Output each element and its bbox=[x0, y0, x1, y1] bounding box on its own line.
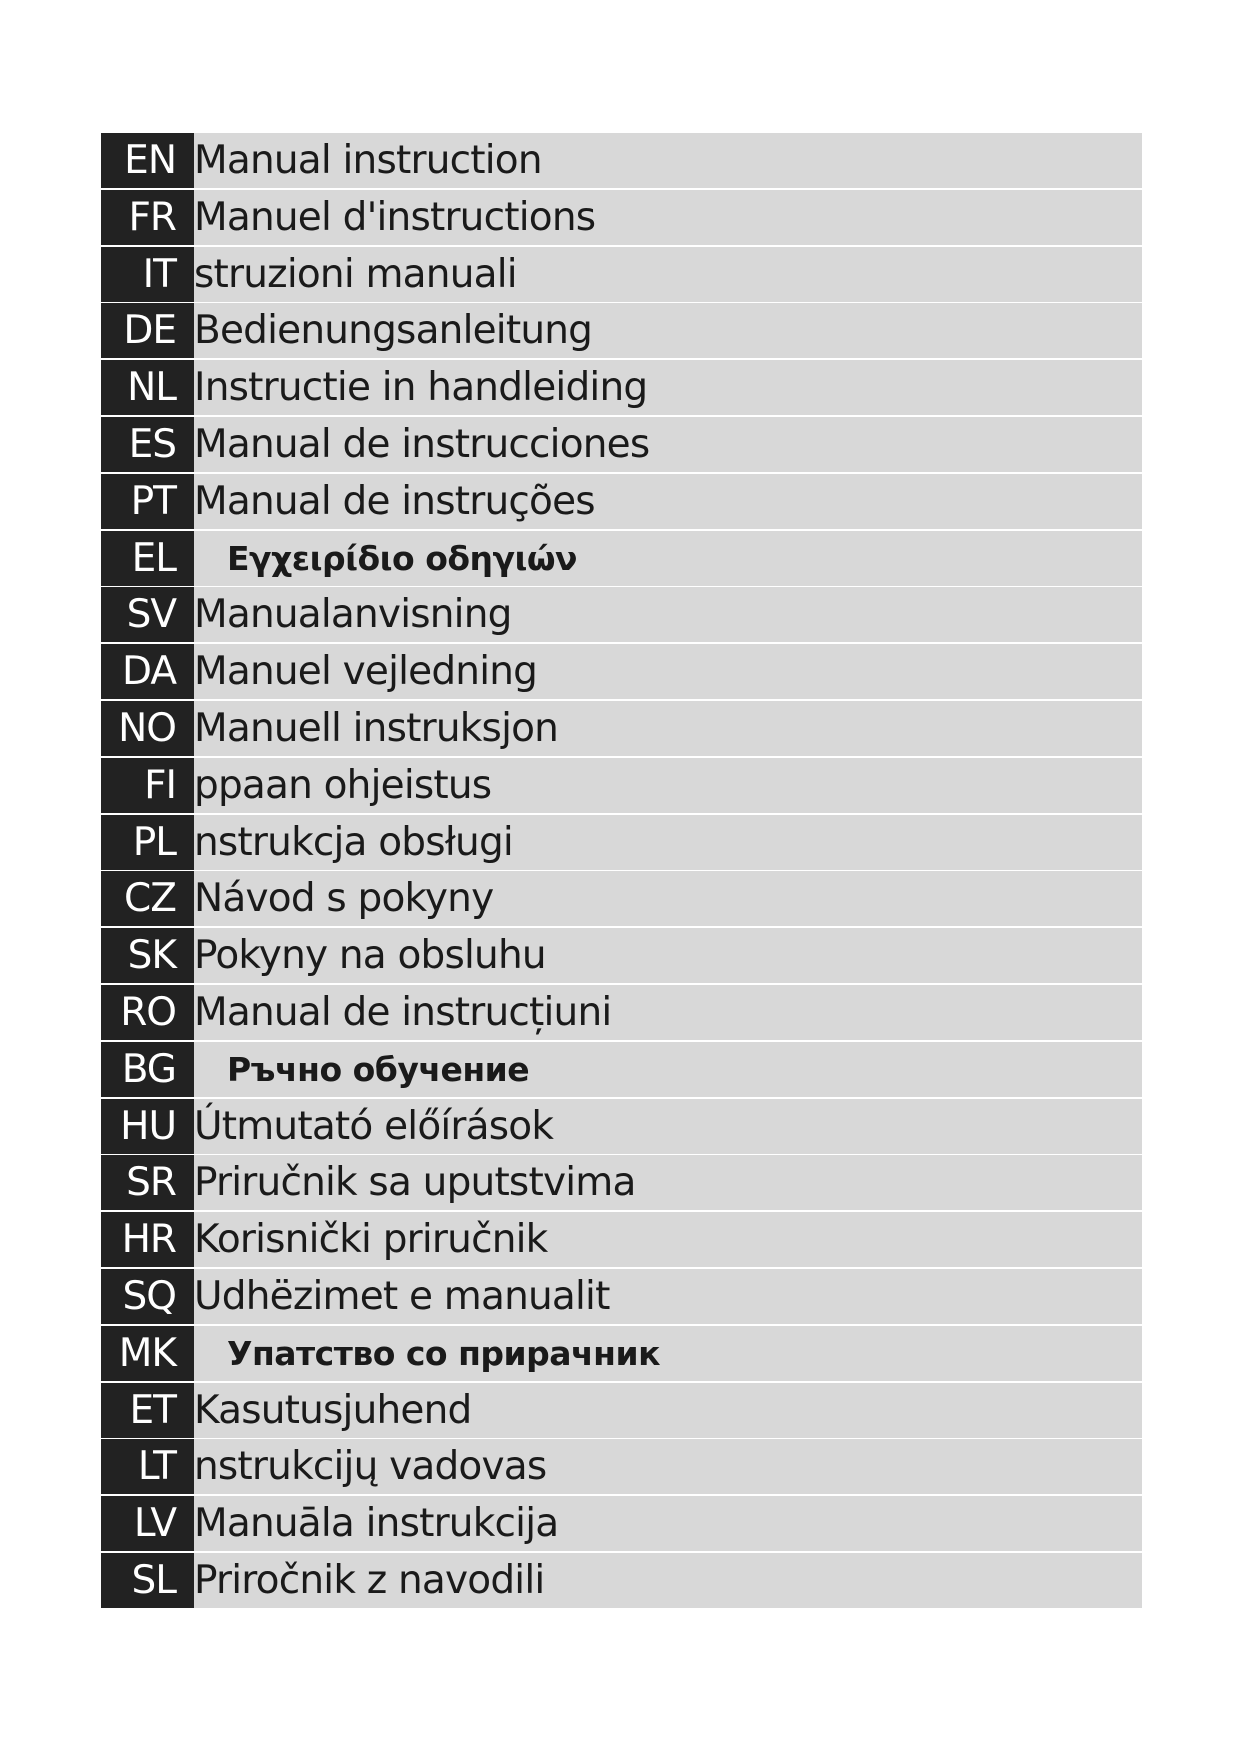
language-title: ppaan ohjeistus bbox=[194, 762, 492, 808]
language-title: struzioni manuali bbox=[194, 251, 517, 297]
language-title: nstrukcja obsługi bbox=[194, 819, 513, 865]
language-code: DA bbox=[101, 644, 194, 699]
language-code: HU bbox=[101, 1099, 194, 1154]
language-code: SR bbox=[101, 1155, 194, 1210]
language-title: Útmutató előírások bbox=[194, 1103, 554, 1149]
language-title: Ръчно обучение bbox=[227, 1049, 530, 1089]
language-title: Bedienungsanleitung bbox=[194, 308, 593, 354]
language-code: FI bbox=[101, 758, 194, 813]
language-row bbox=[101, 758, 1142, 813]
language-code: SK bbox=[101, 928, 194, 983]
language-row bbox=[101, 1439, 1142, 1494]
language-row bbox=[101, 417, 1142, 472]
language-title: Manual de instrucțiuni bbox=[194, 989, 612, 1035]
language-row bbox=[101, 928, 1142, 983]
language-title: Instructie in handleiding bbox=[194, 365, 648, 411]
language-code: ET bbox=[101, 1383, 194, 1438]
language-code: HR bbox=[101, 1212, 194, 1267]
language-title: Korisnički priručnik bbox=[194, 1217, 548, 1263]
language-title: Manuāla instrukcija bbox=[194, 1501, 559, 1547]
language-title: Kasutusjuhend bbox=[194, 1387, 472, 1433]
language-code: ES bbox=[101, 417, 194, 472]
language-code: PL bbox=[101, 815, 194, 870]
language-list bbox=[101, 133, 1142, 1610]
language-row bbox=[101, 587, 1142, 642]
language-row bbox=[101, 1212, 1142, 1267]
language-code: SL bbox=[101, 1553, 194, 1608]
language-code: LT bbox=[101, 1439, 194, 1494]
language-code: NL bbox=[101, 360, 194, 415]
language-title: Pokyny na obsluhu bbox=[194, 933, 546, 979]
language-code: LV bbox=[101, 1496, 194, 1551]
language-row bbox=[101, 871, 1142, 926]
language-title: Návod s pokyny bbox=[194, 876, 494, 922]
language-row bbox=[101, 985, 1142, 1040]
language-row bbox=[101, 1269, 1142, 1324]
language-row bbox=[101, 531, 1142, 586]
language-code: EL bbox=[101, 531, 194, 586]
language-row bbox=[101, 247, 1142, 302]
language-row bbox=[101, 133, 1142, 188]
language-title: nstrukcijų vadovas bbox=[194, 1444, 547, 1490]
language-row bbox=[101, 1553, 1142, 1608]
language-code: FR bbox=[101, 190, 194, 245]
language-row bbox=[101, 474, 1142, 529]
language-row bbox=[101, 701, 1142, 756]
language-title: Priročnik z navodili bbox=[194, 1557, 545, 1603]
language-code: IT bbox=[101, 247, 194, 302]
language-row bbox=[101, 1496, 1142, 1551]
language-row bbox=[101, 815, 1142, 870]
language-title: Priručnik sa uputstvima bbox=[194, 1160, 636, 1206]
language-title: Manuel vejledning bbox=[194, 649, 538, 695]
language-code: EN bbox=[101, 133, 194, 188]
language-code: DE bbox=[101, 303, 194, 358]
language-title: Manualanvisning bbox=[194, 592, 512, 638]
language-code: SV bbox=[101, 587, 194, 642]
language-code: MK bbox=[101, 1326, 194, 1381]
language-title: Manual instruction bbox=[194, 138, 542, 183]
language-title: Manual de instruções bbox=[194, 478, 595, 524]
language-code: PT bbox=[101, 474, 194, 529]
language-code: BG bbox=[101, 1042, 194, 1097]
language-code: RO bbox=[101, 985, 194, 1040]
language-row bbox=[101, 303, 1142, 358]
language-row bbox=[101, 190, 1142, 245]
language-row bbox=[101, 1099, 1142, 1154]
language-title: Udhëzimet e manualit bbox=[194, 1273, 610, 1319]
language-row bbox=[101, 1383, 1142, 1438]
language-row bbox=[101, 1155, 1142, 1210]
language-code: NO bbox=[101, 701, 194, 756]
language-row bbox=[101, 1042, 1142, 1097]
language-title: Εγχειρίδιο οδηγιών bbox=[227, 538, 578, 578]
language-title: Manual de instrucciones bbox=[194, 421, 650, 467]
language-title: Упатство со прирачник bbox=[227, 1333, 661, 1373]
language-title: Manuell instruksjon bbox=[194, 705, 559, 751]
language-code: CZ bbox=[101, 871, 194, 926]
language-row bbox=[101, 1326, 1142, 1381]
language-row bbox=[101, 644, 1142, 699]
language-row bbox=[101, 360, 1142, 415]
language-code: SQ bbox=[101, 1269, 194, 1324]
language-title: Manuel d'instructions bbox=[194, 194, 596, 240]
